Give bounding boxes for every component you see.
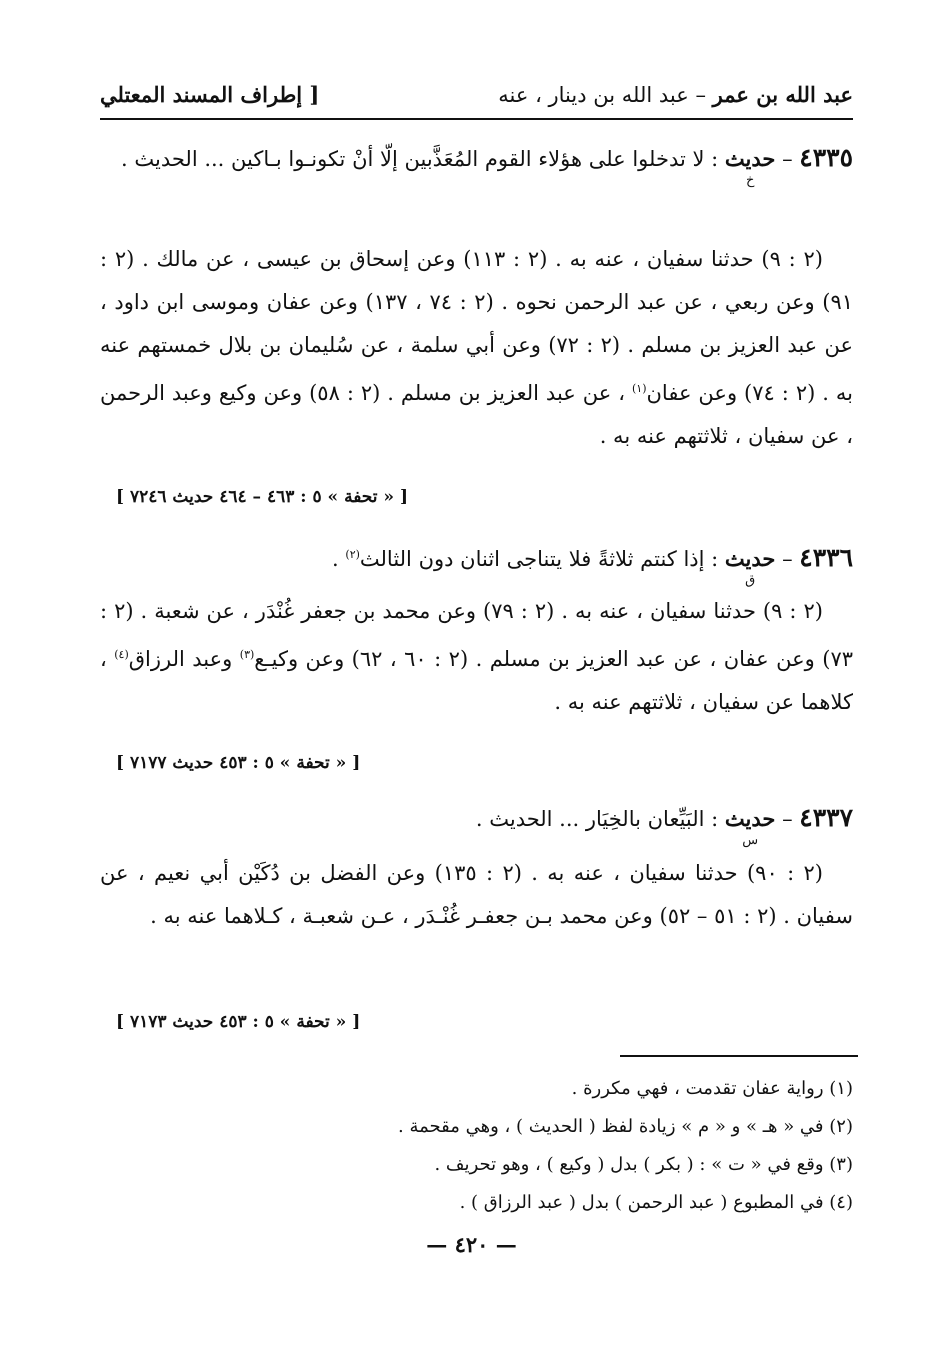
footnote-ref: (٣) xyxy=(239,648,255,661)
chain-text-tail: ، كلاهما عن سفيان ، ثلاثتهم عنه به . xyxy=(100,647,853,714)
source-mark: س xyxy=(742,833,759,848)
tuhfa-reference: [ « تحفة » ٥ : ٤٥٣ حديث ٧١٧٧ ] xyxy=(116,753,361,773)
header-right xyxy=(498,82,853,107)
footnote-ref: (٢) xyxy=(345,548,360,561)
hadith-4337-chain xyxy=(100,852,853,938)
chain-text-tail: ، عن عبد العزيز بن مسلم . (٢ : ٥٨) وعن وكيع وعبد الرحمن ، عن سفيان ، ثلاثتهم عنه به . xyxy=(100,381,853,448)
hadith-4337-heading: ٤٣٣٧ – حديث س : البَيِّعان بالخِيَار ... الحديث . xyxy=(100,796,853,841)
hadith-label: حديث xyxy=(724,806,776,831)
header-section-title: عبد الله بن عمر xyxy=(712,81,853,107)
page-number: — ٤٢٠ — xyxy=(426,1232,517,1257)
chain-text-mid: وعبد الرزاق xyxy=(128,647,240,671)
hadith-text: : لا تدخلوا على هؤلاء القوم المُعَذَّبين إلّا أنْ تكونـوا بـاكين ... الحديث . xyxy=(121,147,725,171)
chain-text: (٢ : ٩) حدثنا سفيان ، عنه به . (٢ : ٧٩) وعن محمد بن جعفر غُنْدَر ، عن شعبة . (٢ : ٧٣) وعن عفان ، عن عبد العزيز بن مسلم . (٢ : ٦٠ ، ٦٢) وعن وكيـع xyxy=(100,599,853,671)
tuhfa-reference: [ « تحفة » ٥ : ٤٥٣ حديث ٧١٧٣ ] xyxy=(116,1012,361,1032)
footnote-2: (٢) في « هـ » و « م » زيادة لفظ ( الحديث ) ، وهي مقحمة . xyxy=(398,1116,853,1137)
footnote-1: (١) رواية عفان تقدمت ، فهي مكررة . xyxy=(571,1078,853,1099)
hadith-label: حديث xyxy=(724,146,776,171)
hadith-4336-chain xyxy=(100,590,853,724)
footnotes xyxy=(150,1070,853,1222)
footnote-3: (٣) وقع في « ت » : ( بكر ) بدل ( وكيع ) ، وهو تحريف . xyxy=(434,1154,853,1175)
hadith-number: ٤٣٣٧ xyxy=(799,803,853,832)
footnote-ref: (١) xyxy=(631,382,647,395)
source-mark: خ xyxy=(745,173,755,188)
tuhfa-reference: [ « تحفة » ٥ : ٤٦٣ – ٤٦٤ حديث ٧٢٤٦ ] xyxy=(116,487,409,507)
footnote-4: (٤) في المطبوع ( عبد الرحمن ) بدل ( عبد الرزاق ) . xyxy=(459,1192,853,1213)
hadith-4335-chain xyxy=(100,238,853,458)
hadith-label: حديث xyxy=(724,546,776,571)
header-divider xyxy=(100,118,853,120)
hadith-number: ٤٣٣٥ xyxy=(799,143,853,172)
hadith-4336-heading: ٤٣٣٦ – حديث ق : إذا كنتم ثلاثةً فلا يتناجى اثنان دون الثالث$^{(٢)}$ . xyxy=(100,533,853,581)
running-header xyxy=(100,76,853,112)
chain-text: (٢ : ٩) حدثنا سفيان ، عنه به . (٢ : ١١٣) وعن إسحاق بن عيسى ، عن مالك . (٢ : ٩١) وعن ربعي ، عن عبد الرحمن نحوه . (٢ : ٧٤ ، ١٣٧) وعن عفان وموسى ابن داود ، عن عبد العزيز بن مسلم . (٢ : ٧٢) وعن أبي سلمة ، عن سُليمان بن بلال خمستهم عنه به . (٢ : ٧٤) وعن عفان xyxy=(100,247,854,405)
hadith-4335-heading: ٤٣٣٥ – حديث خ : لا تدخلوا على هؤلاء القوم المُعَذَّبين إلّا أنْ تكونـوا بـاكين ... الحديث . xyxy=(100,136,853,181)
hadith-text: : إذا كنتم ثلاثةً فلا يتناجى اثنان دون الثالث xyxy=(359,547,725,571)
source-mark: ق xyxy=(745,573,756,588)
header-book-title: [ إطراف المسند المعتلي xyxy=(100,81,320,107)
footnote-ref: (٤) xyxy=(114,648,129,661)
hadith-number: ٤٣٣٦ xyxy=(799,543,853,572)
header-section-sub: – عبد الله بن دينار ، عنه xyxy=(498,82,713,107)
hadith-text: : البَيِّعان بالخِيَار ... الحديث . xyxy=(475,807,725,831)
hadith-text-end: . xyxy=(332,547,346,571)
chain-text: (٢ : ٩٠) حدثنا سفيان ، عنه به . (٢ : ١٣٥) وعن الفضل بن دُكَيْن أبي نعيم ، عن سفيان . (٢ : ٥١ – ٥٢) وعن محمد بـن جعفـر غُنْـدَر ، عـن شعبـة ، كـلاهما عنه به . xyxy=(100,861,853,928)
